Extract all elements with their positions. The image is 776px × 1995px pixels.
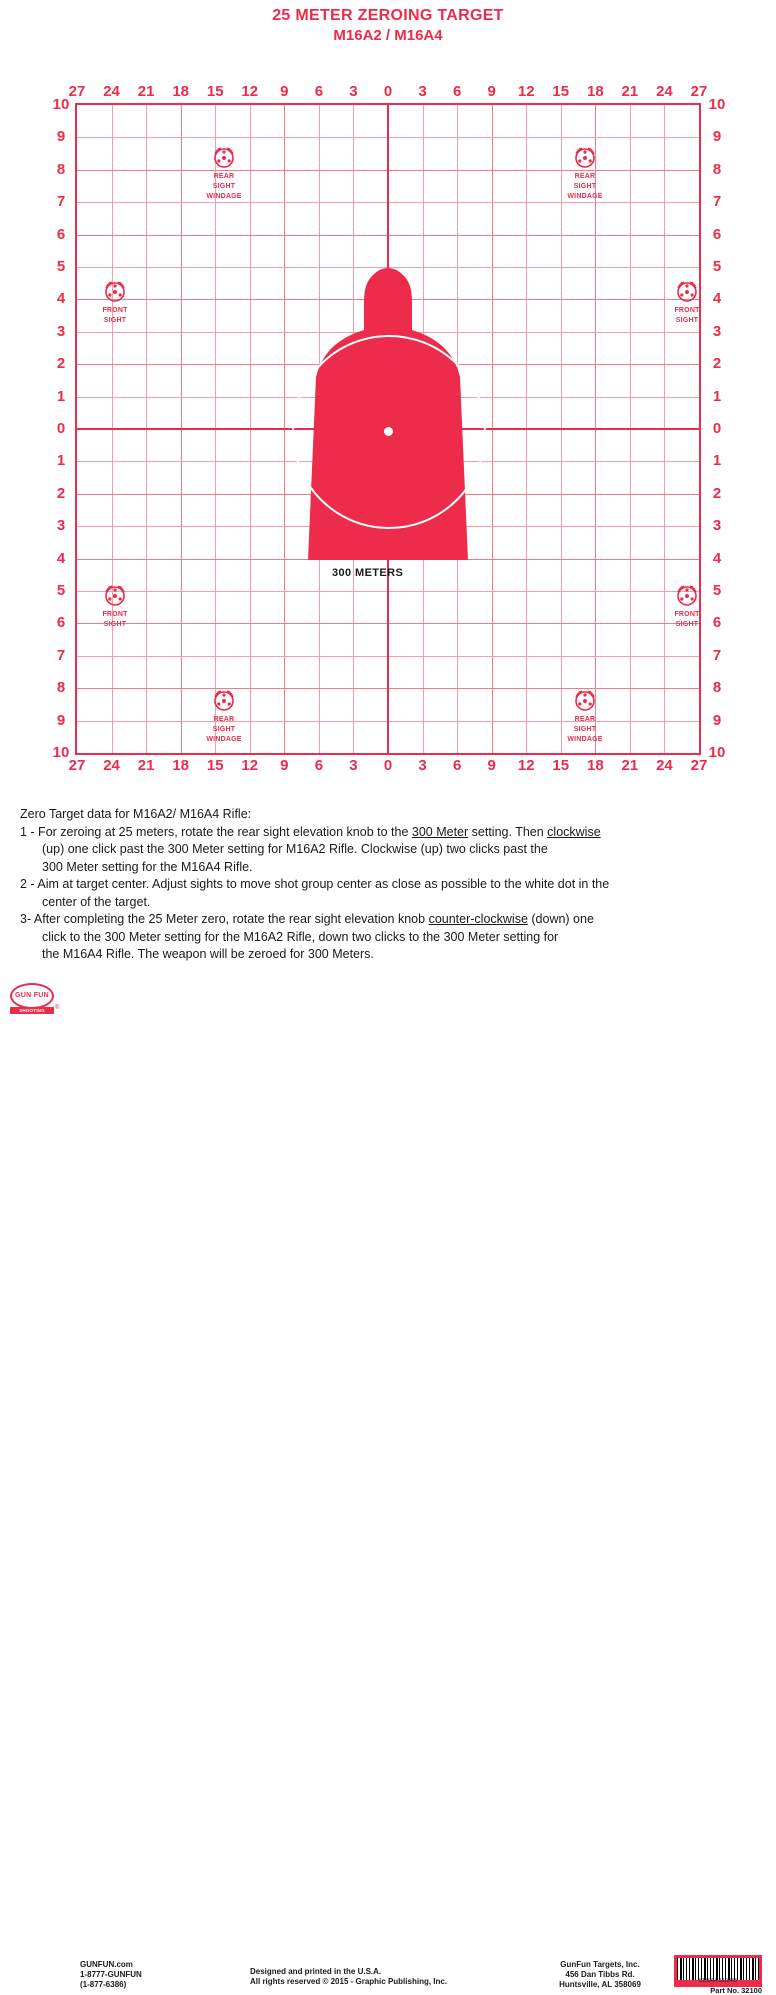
footer-address <box>540 1960 660 1990</box>
axis-tick-label: 9 <box>487 83 496 100</box>
barcode-number: 815964 510043 <box>698 1978 738 1984</box>
instruction-line: (up) one click past the 300 Meter setting for M16A2 Rifle. Clockwise (up) two clicks past the <box>42 842 548 856</box>
axis-tick-label: 0 <box>56 420 66 437</box>
front-sight-upper-right <box>658 279 716 325</box>
axis-tick-label: 2 <box>712 355 722 373</box>
instruction-line: click to the 300 Meter setting for the M16A2 Rifle, down two clicks to the 300 Meter setting for <box>42 929 559 944</box>
axis-tick-label: 8 <box>712 160 722 178</box>
target-grid-area <box>22 70 754 790</box>
axis-tick-label: 3 <box>56 517 66 535</box>
sight-knob-label: REAR <box>574 173 596 180</box>
sight-knob-label: SIGHT <box>675 621 699 628</box>
footer-address-line: GunFun Targets, Inc. <box>560 1960 640 1969</box>
axis-tick-label: 1 <box>56 452 66 470</box>
instruction-line: 2 - Aim at target center. Adjust sights to move shot group center as close as possible to the white dot in the <box>20 877 610 891</box>
sight-knob-label: FRONT <box>102 307 128 314</box>
axis-tick-label: 6 <box>314 83 324 100</box>
axis-tick-label: 12 <box>517 757 535 774</box>
axis-tick-label: 2 <box>56 355 66 373</box>
axis-tick-label: 18 <box>172 83 189 100</box>
barcode-bars <box>677 1958 759 1980</box>
page-title <box>0 6 776 45</box>
axis-tick-label: 10 <box>708 744 726 761</box>
axis-tick-label: 9 <box>280 83 289 100</box>
axis-tick-label: 0 <box>383 757 393 774</box>
sight-knob-icon <box>674 279 700 305</box>
gunfun-logo <box>10 981 60 1020</box>
axis-tick-label: 18 <box>586 757 604 774</box>
instruction-line: 300 Meter setting for the M16A4 Rifle. <box>42 859 253 874</box>
axis-tick-label: 3 <box>712 517 722 535</box>
axis-tick-label: 1 <box>712 452 722 470</box>
sight-knob-icon <box>102 279 128 305</box>
rear-sight-windage-bottom-right <box>556 688 614 744</box>
front-sight-upper-left <box>86 279 144 325</box>
axis-tick-label: 15 <box>552 83 570 100</box>
instructions-block <box>20 806 760 964</box>
sight-knob-label: SIGHT <box>212 726 236 733</box>
sight-knob-label: SIGHT <box>212 183 236 190</box>
axis-tick-label: 1 <box>56 387 66 405</box>
sight-knob-label: FRONT <box>674 611 700 618</box>
axis-tick-label: 5 <box>56 582 66 599</box>
axis-tick-label: 9 <box>712 128 722 146</box>
sight-knob-label: REAR <box>213 173 235 180</box>
axis-tick-label: 5 <box>712 582 722 599</box>
axis-tick-label: 27 <box>68 83 86 100</box>
axis-tick-label: 7 <box>712 193 722 211</box>
axis-tick-label: 4 <box>712 549 722 567</box>
title-main: 25 METER ZEROING TARGET <box>272 7 504 24</box>
sight-knob-label: SIGHT <box>573 183 597 190</box>
logo-registered-mark: ® <box>55 1005 60 1011</box>
axis-tick-label: 6 <box>452 83 462 100</box>
axis-tick-label: 6 <box>56 225 66 243</box>
axis-tick-label: 7 <box>712 646 722 664</box>
range-label: 300 METERS <box>332 567 404 579</box>
sight-knob-label: SIGHT <box>103 621 127 628</box>
instruction-line: center of the target. <box>42 894 151 909</box>
sight-knob-icon <box>211 145 237 171</box>
axis-tick-label: 15 <box>206 83 224 100</box>
footer-address-line: Huntsville, AL 358069 <box>559 1980 641 1989</box>
footer-copyright <box>250 1967 447 1987</box>
axis-tick-label: 7 <box>56 193 66 211</box>
axis-tick-label: 9 <box>56 128 66 146</box>
axis-tick-label: 6 <box>712 614 722 632</box>
sight-knob-label: FRONT <box>674 307 700 314</box>
instruction-line: the M16A4 Rifle. The weapon will be zeroed for 300 Meters. <box>42 947 374 961</box>
axis-tick-label: 9 <box>712 711 722 729</box>
axis-tick-label: 8 <box>712 679 722 697</box>
sight-knob-label: REAR <box>574 716 596 723</box>
footer-copyright-line: Designed and printed in the U.S.A. <box>250 1967 382 1976</box>
axis-tick-label: 24 <box>656 83 673 100</box>
axis-tick-label: 0 <box>712 420 722 437</box>
sight-knob-label: WINDAGE <box>206 193 242 200</box>
sight-knob-label: WINDAGE <box>206 736 242 743</box>
axis-tick-label: 0 <box>383 83 393 100</box>
axis-tick-label: 2 <box>56 484 66 502</box>
axis-tick-label: 3 <box>349 83 358 100</box>
axis-tick-label: 4 <box>712 290 722 308</box>
sight-knob-label: SIGHT <box>675 317 699 324</box>
sight-knob-icon <box>211 688 237 714</box>
sight-knob-label: SIGHT <box>103 317 127 324</box>
axis-tick-label: 12 <box>241 757 259 774</box>
axis-tick-label: 12 <box>517 83 535 100</box>
axis-tick-label: 6 <box>314 757 324 774</box>
footer-contact-line: 1-8777-GUNFUN <box>80 1970 142 1979</box>
rear-sight-windage-bottom-left <box>195 688 253 744</box>
axis-tick-label: 12 <box>241 83 259 100</box>
sight-knob-label: SIGHT <box>573 726 597 733</box>
axis-tick-label: 3 <box>349 757 358 774</box>
axis-tick-label: 2 <box>712 484 722 502</box>
axis-tick-label: 8 <box>56 679 66 697</box>
axis-tick-label: 3 <box>56 322 66 340</box>
axis-tick-label: 27 <box>68 757 86 774</box>
logo-bar-text: SHOOTING TARGETS <box>10 1007 54 1014</box>
rear-sight-windage-top-left <box>195 145 253 201</box>
instruction-line: 1 - For zeroing at 25 meters, rotate the rear sight elevation knob to the 300 Meter setting. Then clockwise <box>20 824 601 839</box>
logo-ring <box>10 983 54 1009</box>
axis-tick-label: 3 <box>712 322 722 340</box>
axis-tick-label: 21 <box>621 757 639 774</box>
axis-tick-label: 15 <box>206 757 224 774</box>
sight-knob-label: WINDAGE <box>567 736 603 743</box>
axis-tick-label: 10 <box>708 96 726 113</box>
footer <box>0 975 776 1995</box>
sight-knob-label: FRONT <box>102 611 128 618</box>
axis-tick-label: 8 <box>56 160 66 178</box>
plot-area <box>75 103 701 755</box>
footer-contact <box>80 1960 142 1990</box>
footer-copyright-line: All rights reserved © 2015 - Graphic Publishing, Inc. <box>250 1977 448 1986</box>
sight-knob-label: WINDAGE <box>567 193 603 200</box>
axis-tick-label: 15 <box>552 757 570 774</box>
rear-sight-windage-top-right <box>556 145 614 201</box>
axis-tick-label: 3 <box>418 83 427 100</box>
front-sight-lower-right <box>658 583 716 629</box>
axis-tick-label: 7 <box>56 646 66 664</box>
title-sub: M16A2 / M16A4 <box>333 27 443 44</box>
sight-knob-label: REAR <box>213 716 235 723</box>
axis-tick-label: 10 <box>52 744 70 761</box>
instructions-heading: Zero Target data for M16A2/ M16A4 Rifle: <box>20 807 252 821</box>
axis-tick-label: 24 <box>103 83 120 100</box>
center-dot <box>384 427 393 436</box>
axis-tick-label: 6 <box>56 614 66 632</box>
footer-contact-line: GUNFUN.com <box>80 1960 133 1969</box>
front-sight-lower-left <box>86 583 144 629</box>
axis-tick-label: 27 <box>690 83 708 100</box>
axis-tick-label: 21 <box>137 757 155 774</box>
axis-tick-label: 27 <box>690 757 708 774</box>
axis-tick-label: 5 <box>56 258 66 275</box>
axis-tick-label: 9 <box>56 711 66 729</box>
footer-contact-line: (1-877-6386) <box>80 1980 127 1989</box>
axis-tick-label: 21 <box>137 83 155 100</box>
sight-knob-icon <box>674 583 700 609</box>
axis-tick-label: 5 <box>712 258 722 275</box>
axis-tick-label: 9 <box>487 757 496 774</box>
axis-tick-label: 24 <box>103 757 120 774</box>
sight-knob-icon <box>572 145 598 171</box>
sight-knob-icon <box>102 583 128 609</box>
axis-tick-label: 6 <box>452 757 462 774</box>
axis-tick-label: 18 <box>172 757 189 774</box>
sight-knob-icon <box>572 688 598 714</box>
axis-tick-label: 4 <box>56 549 66 567</box>
instructions-items <box>20 824 760 964</box>
axis-tick-label: 1 <box>712 387 722 405</box>
part-number: Part No. 32100 <box>710 1986 762 1995</box>
logo-ring-text: GUN FUN <box>15 992 49 999</box>
axis-tick-label: 10 <box>52 96 70 113</box>
axis-tick-label: 6 <box>712 225 722 243</box>
instruction-line: 3- After completing the 25 Meter zero, rotate the rear sight elevation knob counter-clockwise (down) one <box>20 912 594 926</box>
axis-tick-label: 24 <box>656 757 673 774</box>
axis-tick-label: 18 <box>586 83 604 100</box>
footer-address-line: 456 Dan Tibbs Rd. <box>565 1970 635 1979</box>
axis-tick-label: 21 <box>621 83 639 100</box>
axis-tick-label: 4 <box>56 290 66 308</box>
axis-tick-label: 3 <box>418 757 427 774</box>
axis-tick-label: 9 <box>280 757 289 774</box>
